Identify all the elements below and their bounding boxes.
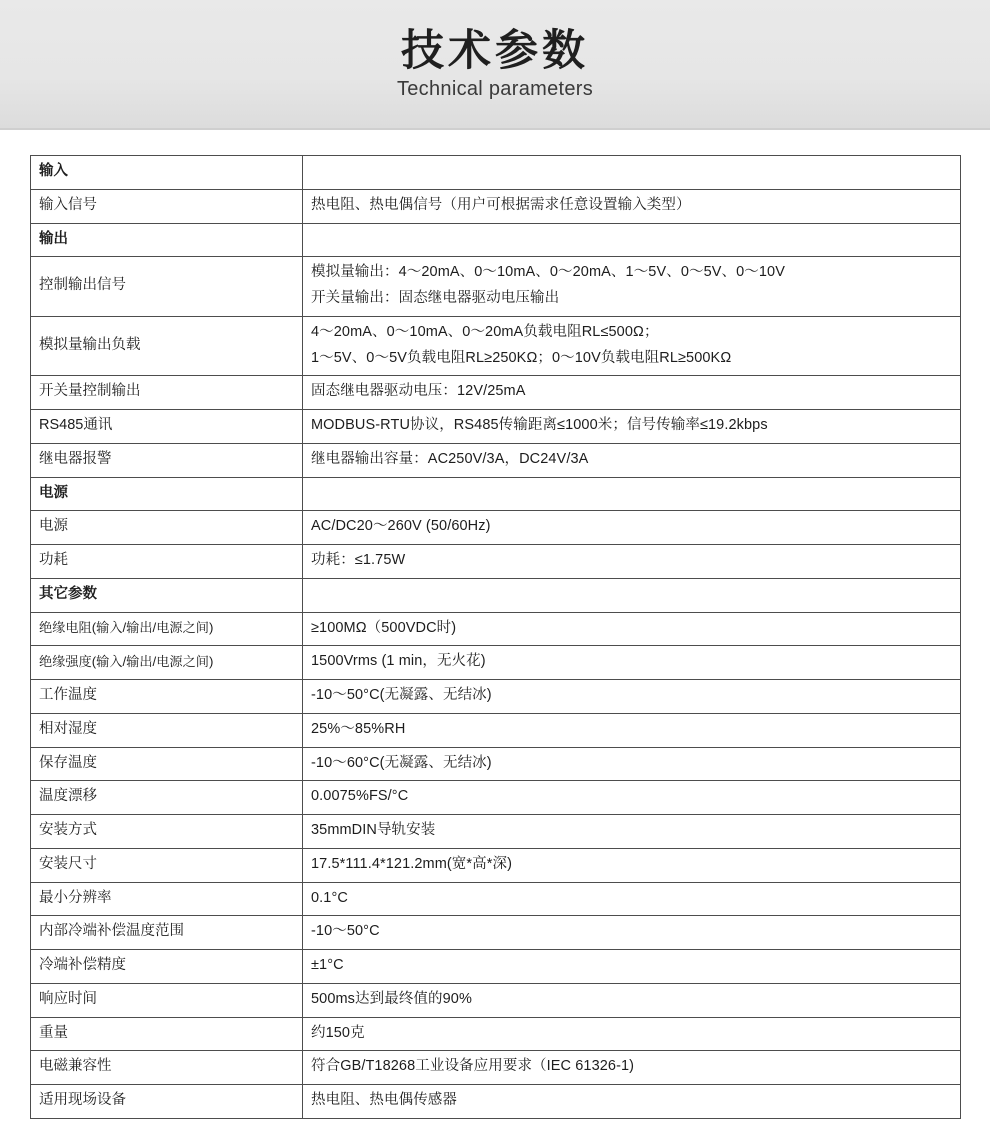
param-label: 电磁兼容性: [31, 1051, 303, 1085]
table-row: [31, 410, 961, 444]
param-label: 工作温度: [31, 680, 303, 714]
table-row: [31, 612, 961, 646]
param-value-line: 25%～85%RH: [311, 720, 406, 737]
table-row: [31, 747, 961, 781]
param-value: [303, 646, 961, 680]
param-label: 绝缘电阻(输入/输出/电源之间): [31, 612, 303, 646]
table-row: [31, 189, 961, 223]
param-label: 安装方式: [31, 815, 303, 849]
param-value-line: -10～60°C(无凝露、无结冰): [311, 754, 492, 771]
param-value: [303, 1085, 961, 1119]
table-row: [31, 950, 961, 984]
param-value-line: ≥100MΩ（500VDC时): [311, 619, 457, 636]
param-label: RS485通讯: [31, 410, 303, 444]
param-value: [303, 578, 961, 612]
param-label: 保存温度: [31, 747, 303, 781]
page-title: 技术参数: [401, 26, 589, 75]
table-row: [31, 680, 961, 714]
param-value: [303, 882, 961, 916]
param-value-line: -10～50°C: [311, 923, 380, 940]
param-value: [303, 257, 961, 317]
param-label: 冷端补偿精度: [31, 950, 303, 984]
table-row: [31, 1051, 961, 1085]
table-row: [31, 578, 961, 612]
param-label: 重量: [31, 1017, 303, 1051]
param-value: [303, 950, 961, 984]
table-row: [31, 223, 961, 257]
param-value: [303, 477, 961, 511]
table-row: [31, 511, 961, 545]
page-header-banner: [0, 0, 990, 130]
param-value: [303, 443, 961, 477]
param-label: 相对湿度: [31, 713, 303, 747]
param-value: [303, 747, 961, 781]
param-label: 控制输出信号: [31, 257, 303, 317]
param-value-line: 热电阻、热电偶信号（用户可根据需求任意设置输入类型）: [311, 196, 691, 213]
table-row: [31, 646, 961, 680]
table-row: [31, 376, 961, 410]
param-value: [303, 680, 961, 714]
param-label: 电源: [31, 511, 303, 545]
table-row: [31, 545, 961, 579]
param-value: [303, 156, 961, 190]
section-label: 输出: [31, 223, 303, 257]
param-value-line: 4～20mA、0～10mA、0～20mA负载电阻RL≤500Ω；: [311, 323, 659, 340]
param-value-line: AC/DC20～260V (50/60Hz): [311, 518, 491, 535]
param-value: [303, 316, 961, 376]
table-row: [31, 443, 961, 477]
param-value-line: 0.1°C: [311, 889, 348, 906]
param-value: [303, 713, 961, 747]
param-value-line: 500ms达到最终值的90%: [311, 990, 472, 1007]
param-value-line: 约150克: [311, 1024, 365, 1041]
param-value: [303, 1051, 961, 1085]
param-value: [303, 410, 961, 444]
param-value: [303, 189, 961, 223]
section-label: 输入: [31, 156, 303, 190]
spec-table-body: [31, 156, 961, 1119]
table-row: [31, 316, 961, 376]
param-value-line: -10～50°C(无凝露、无结冰): [311, 687, 492, 703]
spec-table-wrapper: [0, 130, 990, 1139]
param-value: [303, 1017, 961, 1051]
page-subtitle: Technical parameters: [396, 78, 594, 101]
param-value: [303, 612, 961, 646]
param-label: 响应时间: [31, 983, 303, 1017]
table-row: [31, 781, 961, 815]
param-label: 温度漂移: [31, 781, 303, 815]
param-value: [303, 545, 961, 579]
param-label: 模拟量输出负载: [31, 316, 303, 376]
table-row: [31, 882, 961, 916]
param-label: 功耗: [31, 545, 303, 579]
param-value: [303, 815, 961, 849]
param-value-line: 35mmDIN导轨安装: [311, 822, 436, 838]
param-value-line: 功耗：≤1.75W: [311, 552, 406, 568]
param-value-line: 17.5*111.4*121.2mm(宽*高*深): [311, 855, 513, 872]
param-label: 安装尺寸: [31, 848, 303, 882]
table-row: [31, 916, 961, 950]
param-value-line: 热电阻、热电偶传感器: [311, 1092, 457, 1108]
param-label: 适用现场设备: [31, 1085, 303, 1119]
param-value-line: 开关量输出：固态继电器驱动电压输出: [311, 290, 560, 306]
param-label: 输入信号: [31, 189, 303, 223]
param-value-line: 模拟量输出：4～20mA、0～10mA、0～20mA、1～5V、0～5V、0～10V: [311, 264, 785, 281]
section-label: 其它参数: [31, 578, 303, 612]
table-row: [31, 477, 961, 511]
param-value-line: 0.0075%FS/°C: [311, 788, 409, 805]
param-value-line: ±1°C: [311, 957, 344, 973]
param-value-line: 继电器输出容量：AC250V/3A，DC24V/3A: [311, 450, 589, 467]
table-row: [31, 156, 961, 190]
spec-table: [30, 155, 961, 1119]
table-row: [31, 1085, 961, 1119]
param-value: [303, 983, 961, 1017]
param-label: 开关量控制输出: [31, 376, 303, 410]
param-label: 绝缘强度(输入/输出/电源之间): [31, 646, 303, 680]
param-value: [303, 848, 961, 882]
param-value-line: 固态继电器驱动电压：12V/25mA: [311, 383, 526, 400]
param-value: [303, 916, 961, 950]
param-value-line: MODBUS-RTU协议，RS485传输距离≤1000米；信号传输率≤19.2kbps: [311, 417, 768, 433]
table-row: [31, 815, 961, 849]
section-label: 电源: [31, 477, 303, 511]
param-value: [303, 781, 961, 815]
table-row: [31, 713, 961, 747]
param-value-line: 1～5V、0～5V负载电阻RL≥250KΩ；0～10V负载电阻RL≥500KΩ: [311, 349, 732, 366]
table-row: [31, 983, 961, 1017]
param-value: [303, 376, 961, 410]
table-row: [31, 257, 961, 317]
param-value: [303, 223, 961, 257]
param-value-line: 1500Vrms (1 min，无火花): [311, 653, 486, 670]
param-label: 继电器报警: [31, 443, 303, 477]
param-value: [303, 511, 961, 545]
param-label: 最小分辨率: [31, 882, 303, 916]
table-row: [31, 848, 961, 882]
param-value-line: 符合GB/T18268工业设备应用要求（IEC 61326-1): [311, 1058, 635, 1075]
table-row: [31, 1017, 961, 1051]
param-label: 内部冷端补偿温度范围: [31, 916, 303, 950]
